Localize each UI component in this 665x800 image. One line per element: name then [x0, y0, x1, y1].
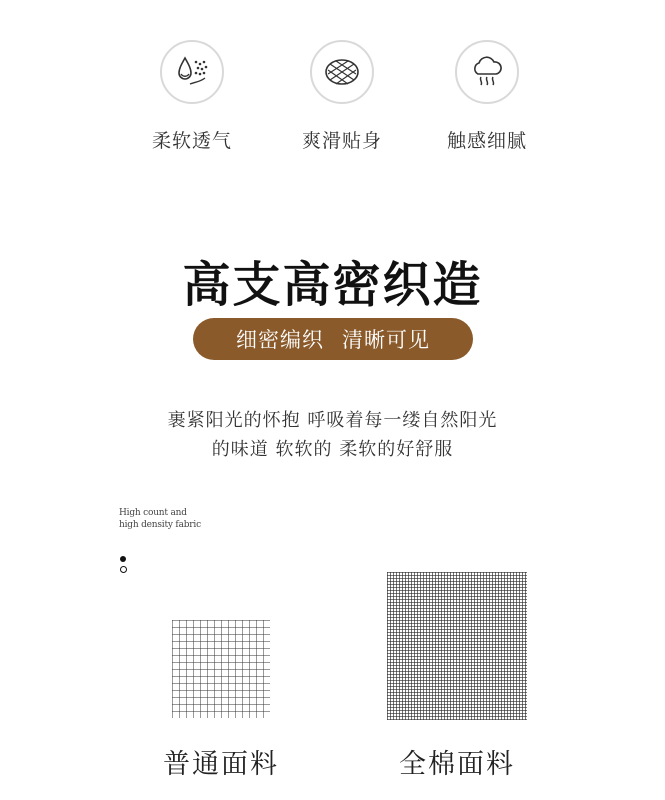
hollow-dot-icon — [120, 566, 127, 573]
feature-soft-breathable — [132, 40, 252, 153]
pill-text-left: 细密编织 — [236, 328, 324, 352]
feature-smooth — [282, 40, 402, 153]
cotton-fabric-label: 全棉面料 — [399, 749, 515, 780]
description-line-2: 的味道 软软的 柔软的好舒服 — [211, 439, 454, 460]
regular-fabric-label: 普通面料 — [163, 749, 279, 780]
mesh-fabric-icon — [310, 40, 374, 104]
english-note-line-1: High count and — [119, 508, 187, 518]
description-line-1: 裹紧阳光的怀抱 呼吸着每一缕自然阳光 — [167, 410, 498, 431]
highlight-pill — [193, 318, 473, 360]
feature-label: 触感细腻 — [446, 130, 527, 152]
feature-label: 柔软透气 — [151, 130, 232, 152]
water-drop-icon — [160, 40, 224, 104]
feature-label: 爽滑贴身 — [301, 130, 382, 152]
feature-delicate — [427, 40, 547, 153]
filled-dot-icon — [120, 556, 126, 562]
regular-fabric-grid — [172, 620, 270, 718]
cotton-fabric-grid — [387, 572, 527, 720]
page-title: 高支高密织造 — [182, 257, 483, 313]
english-note-line-2: high density fabric — [119, 520, 201, 530]
cloud-steam-icon — [455, 40, 519, 104]
pill-text-right: 清晰可见 — [342, 328, 430, 352]
